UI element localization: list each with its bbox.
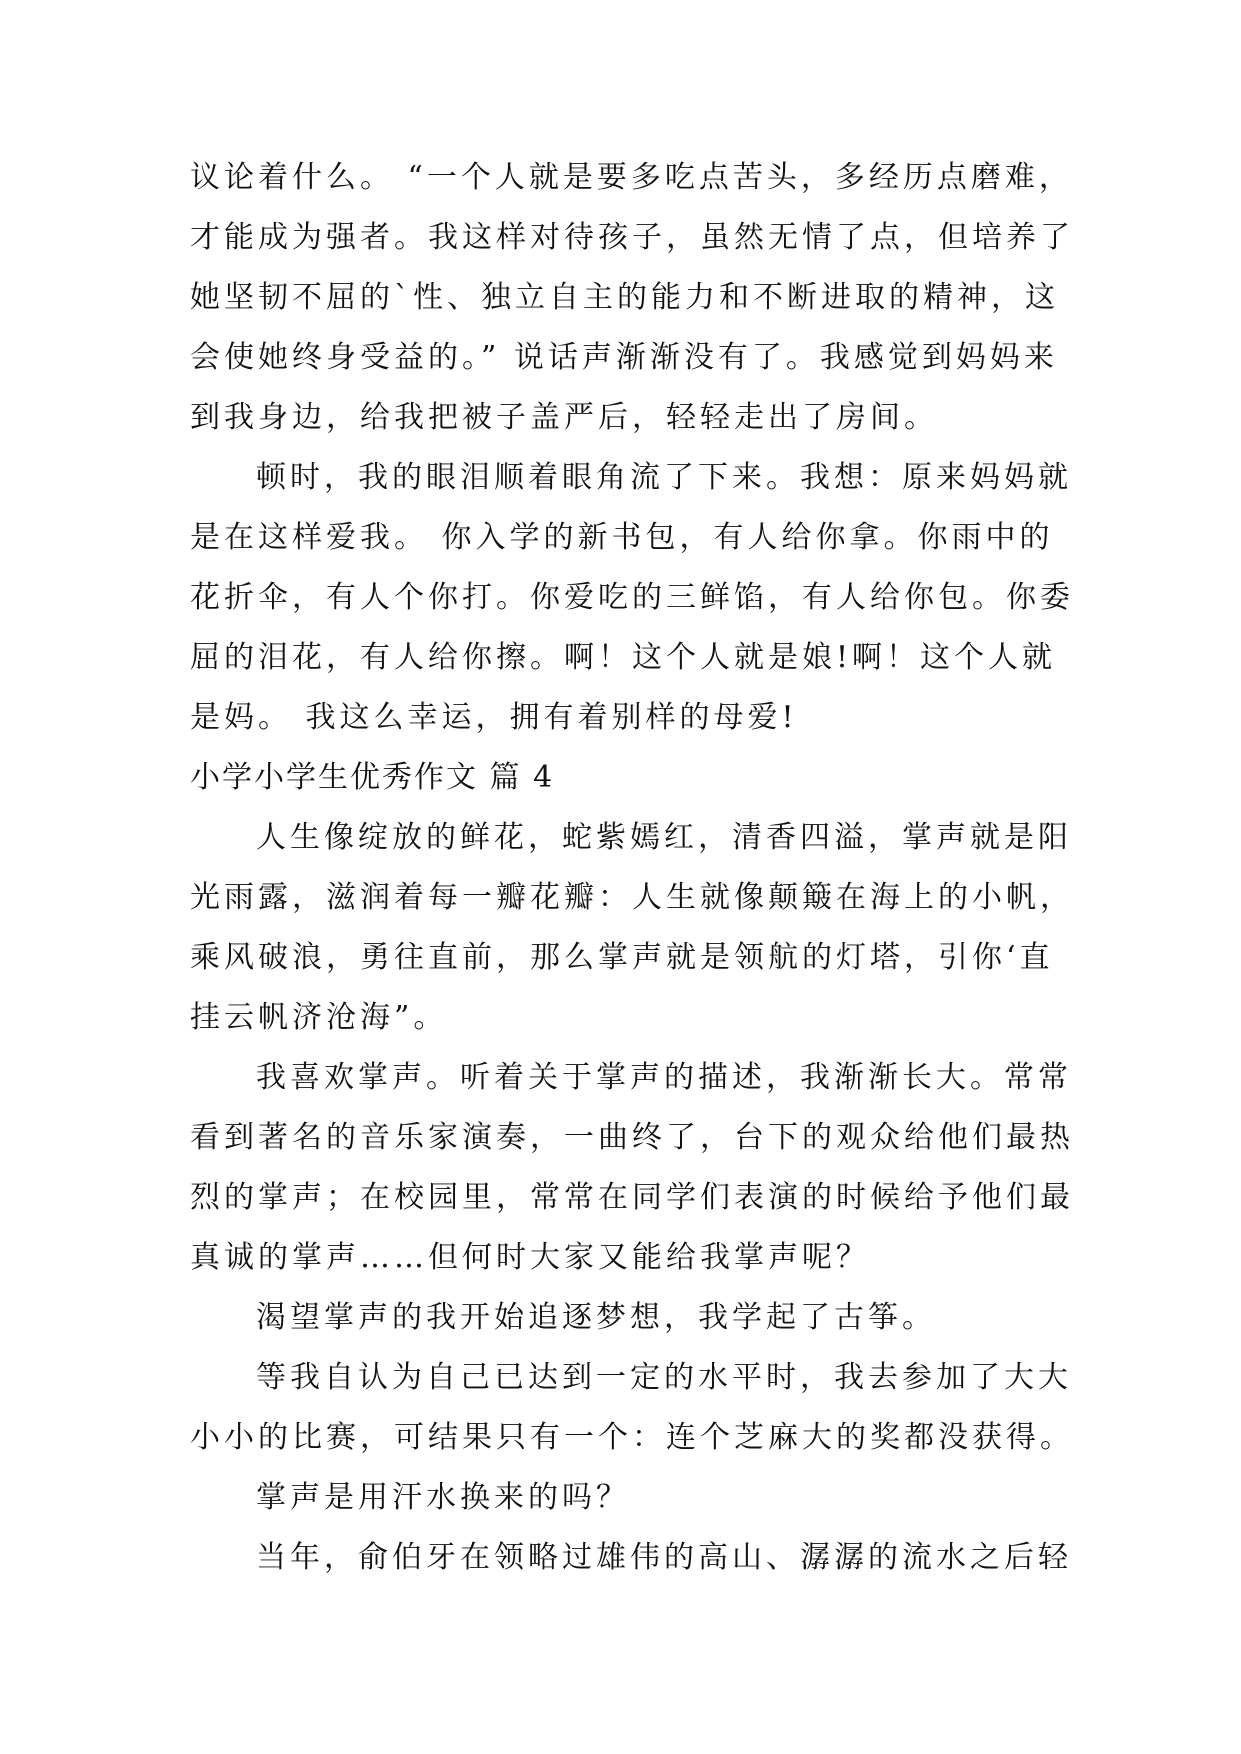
text-line: 挂云帆济沧海”。 <box>190 1000 448 1035</box>
text-line: 看到著名的音乐家演奏，一曲终了，台下的观众给他们最热 <box>190 1120 1074 1155</box>
section-heading: 小学小学生优秀作文 篇 4 <box>190 760 555 795</box>
text-line: 议论着什么。 “一个人就是要多吃点苦头，多经历点磨难， <box>190 160 1073 195</box>
paragraph-first-line: 渴望掌声的我开始追逐梦想，我学起了古筝。 <box>256 1300 936 1335</box>
text-line: 她坚韧不屈的`性、独立自主的能力和不断进取的精神，这 <box>190 280 1059 315</box>
text-line: 乘风破浪，勇往直前，那么掌声就是领航的灯塔，引你‘直 <box>190 940 1054 975</box>
paragraph-first-line: 我喜欢掌声。听着关于掌声的描述，我渐渐长大。常常 <box>256 1060 1072 1095</box>
paragraph-first-line: 掌声是用汗水换来的吗？ <box>256 1480 630 1515</box>
text-line: 才能成为强者。我这样对待孩子，虽然无情了点，但培养了 <box>190 220 1074 255</box>
document-body <box>190 148 1074 1588</box>
paragraph-first-line: 当年，俞伯牙在领略过雄伟的高山、潺潺的流水之后轻 <box>256 1540 1072 1575</box>
text-line: 到我身边，给我把被子盖严后，轻轻走出了房间。 <box>190 400 938 435</box>
text-line: 小小的比赛，可结果只有一个：连个芝麻大的奖都没获得。 <box>190 1420 1074 1455</box>
text-line: 花折伞，有人个你打。你爱吃的三鲜馅，有人给你包。你委 <box>190 580 1074 615</box>
paragraph-first-line: 人生像绽放的鲜花，蛇紫嫣红，清香四溢，掌声就是阳 <box>256 820 1072 855</box>
text-line: 光雨露，滋润着每一瓣花瓣：人生就像颠簸在海上的小帆， <box>190 880 1074 915</box>
text-line: 是妈。 我这么幸运，拥有着别样的母爱! <box>190 700 798 735</box>
paragraph-first-line: 顿时，我的眼泪顺着眼角流了下来。我想：原来妈妈就 <box>256 460 1072 495</box>
text-line: 会使她终身受益的。” 说话声渐渐没有了。我感觉到妈妈来 <box>190 340 1058 375</box>
text-line: 烈的掌声；在校园里，常常在同学们表演的时候给予他们最 <box>190 1180 1074 1215</box>
paragraph-first-line: 等我自认为自己已达到一定的水平时，我去参加了大大 <box>256 1360 1072 1395</box>
text-line: 是在这样爱我。 你入学的新书包，有人给你拿。你雨中的 <box>190 520 1054 555</box>
text-line: 屈的泪花，有人给你擦。啊！这个人就是娘!啊！这个人就 <box>190 640 1057 675</box>
text-line: 真诚的掌声……但何时大家又能给我掌声呢？ <box>190 1240 870 1275</box>
